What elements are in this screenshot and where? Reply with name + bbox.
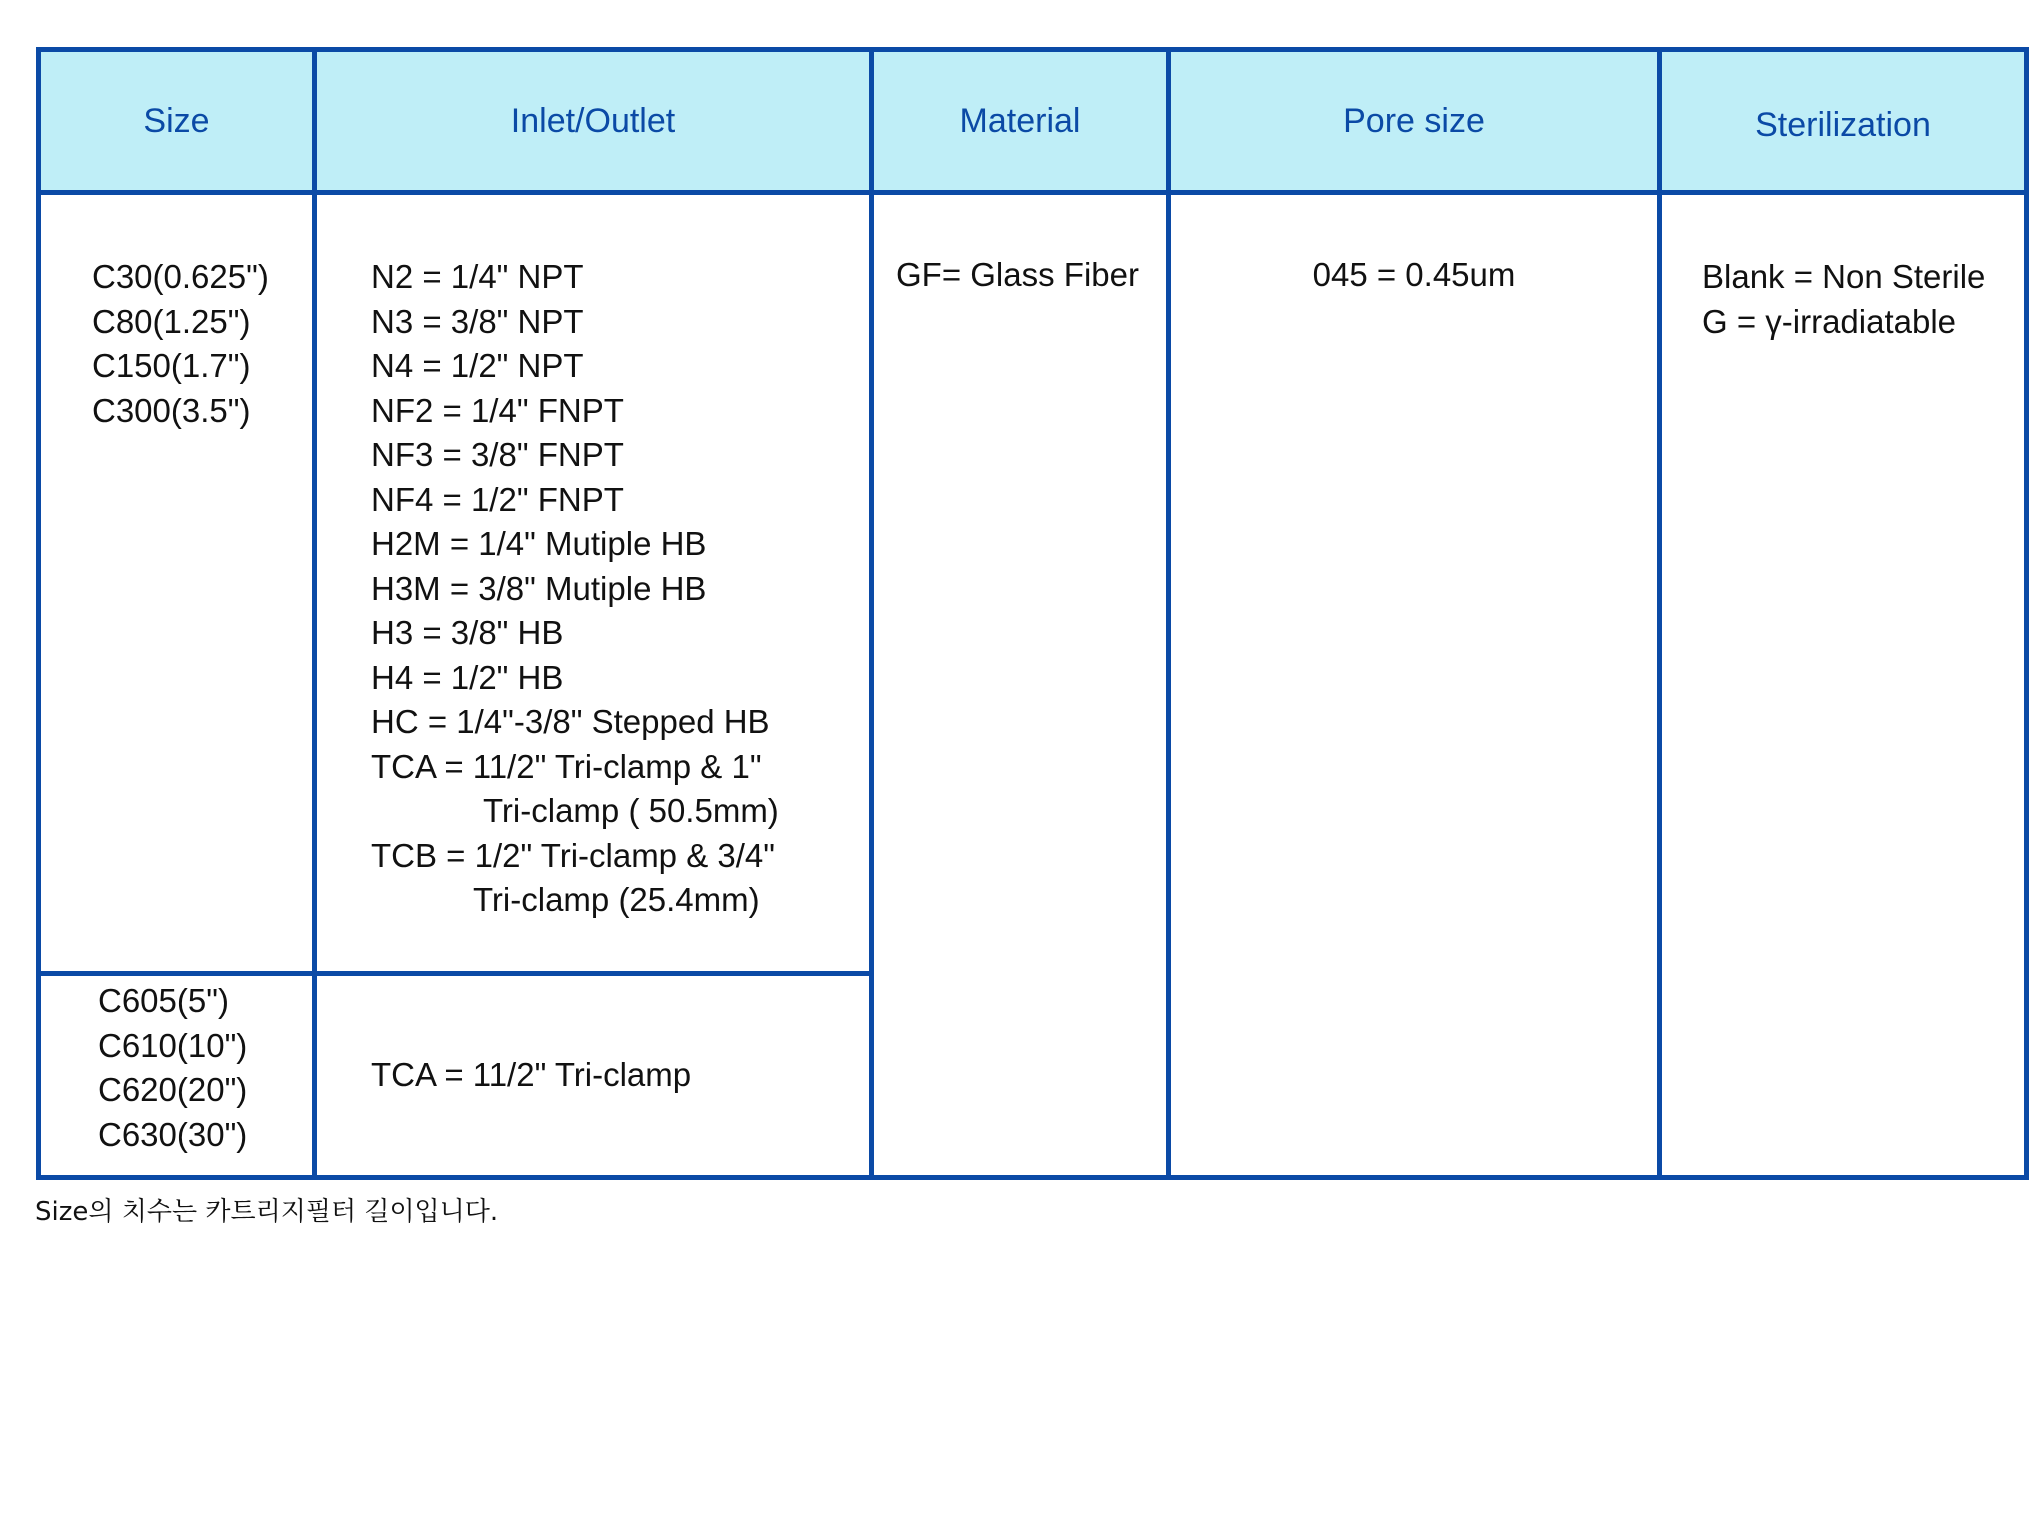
inlet-option: H3M = 3/8" Mutiple HB [371,569,707,607]
inlet-option: NF3 = 3/8" FNPT [371,436,624,473]
spec-table [36,47,2029,1180]
size-option: C610(10") [98,1026,248,1064]
size-option: C620(20") [98,1071,248,1108]
inlet-option: NF4 = 1/2" FNPT [371,480,624,518]
inlet-option: H4 = 1/2" HB [371,658,564,696]
inlet-option-continuation: Tri-clamp (25.4mm) [473,881,760,918]
size-cell-group-2 [39,974,315,1178]
pore-size-cell [1169,193,1660,1178]
header-pore-size: Pore size [1169,50,1660,193]
header-inlet-outlet: Inlet/Outlet [315,50,872,193]
inlet-option: TCA = 11/2" Tri-clamp [371,1056,692,1094]
sterilization-cell [1660,193,2027,1178]
footnote: Size의 치수는 카트리지필터 길이입니다. [35,1197,499,1227]
inlet-outlet-cell-group-1 [315,193,872,974]
size-cell-group-1 [39,193,315,974]
material-option: GF= Glass Fiber [896,256,1139,293]
inlet-option: NF2 = 1/4" FNPT [371,391,624,429]
inlet-option: N4 = 1/2" NPT [371,347,584,384]
inlet-outlet-cell-group-2 [315,974,872,1178]
inlet-option: TCB = 1/2" Tri-clamp & 3/4" [371,836,775,874]
sterilization-option: G = γ-irradiatable [1702,302,1957,340]
size-option: C30(0.625") [92,258,269,295]
header-sterilization: Sterilization [1660,50,2027,193]
inlet-option: N3 = 3/8" NPT [371,302,584,340]
size-option: C605(5") [98,982,229,1019]
size-option: C630(30") [98,1115,248,1153]
inlet-option: H3 = 3/8" HB [371,614,564,651]
inlet-option-continuation: Tri-clamp ( 50.5mm) [483,792,779,829]
inlet-option: HC = 1/4"-3/8" Stepped HB [371,703,770,740]
pore-size-option: 045 = 0.45um [1312,256,1516,293]
size-option: C300(3.5") [92,391,251,429]
header-row [39,50,2027,193]
header-size: Size [39,50,315,193]
material-cell [872,193,1169,1178]
inlet-option: H2M = 1/4" Mutiple HB [371,525,707,562]
size-option: C80(1.25") [92,302,251,340]
table-row [39,193,2027,974]
header-material: Material [872,50,1169,193]
size-option: C150(1.7") [92,347,251,384]
inlet-option: N2 = 1/4" NPT [371,258,584,295]
inlet-option: TCA = 11/2" Tri-clamp & 1" [371,747,762,785]
sterilization-option: Blank = Non Sterile [1702,258,1986,295]
